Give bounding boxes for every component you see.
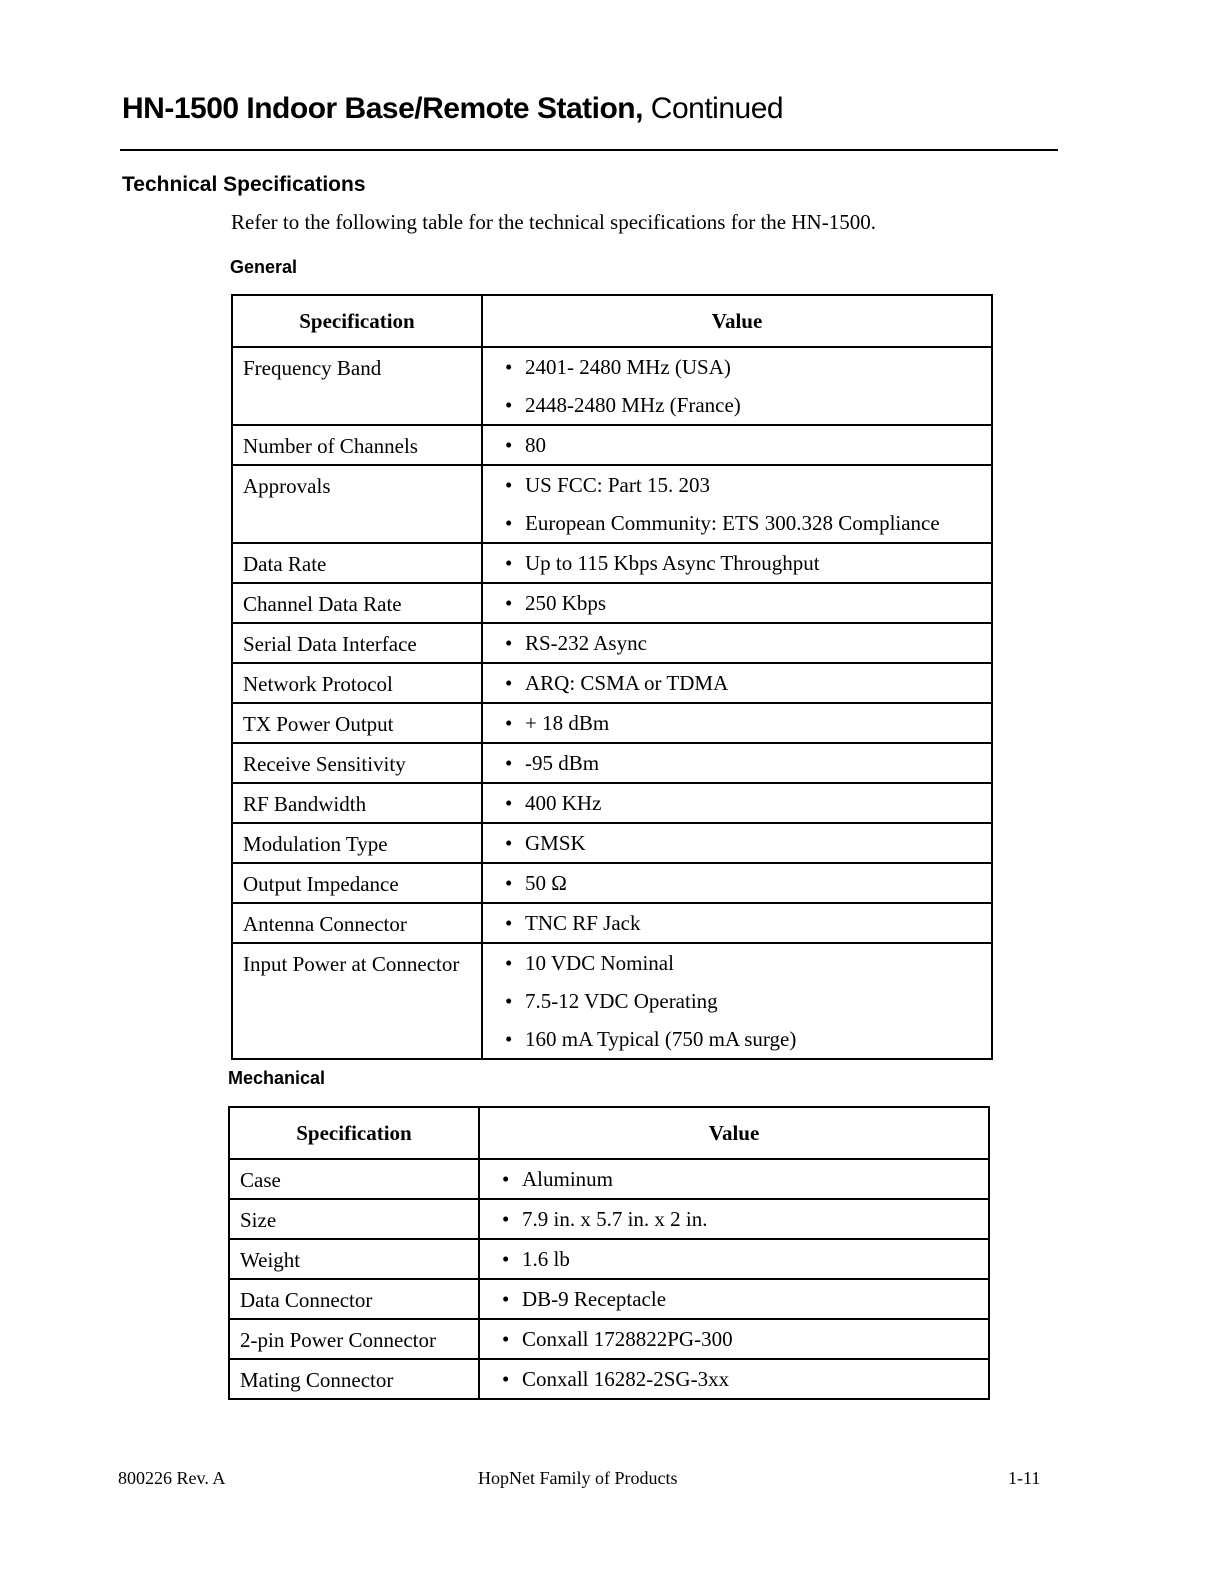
spec-name-cell: Frequency Band [232,347,482,425]
table-row [232,703,992,743]
value-item: • US FCC: Part 15. 203 [505,466,981,504]
spec-name-cell: Data Connector [229,1279,479,1319]
value-list [490,1240,978,1278]
spec-value-cell [482,425,992,465]
spec-name-cell: Input Power at Connector [232,943,482,1059]
table-header-row [232,295,992,347]
value-list [493,704,981,742]
value-item: • + 18 dBm [505,704,981,742]
spec-name-cell: Number of Channels [232,425,482,465]
value-list [493,784,981,822]
table-row [229,1239,989,1279]
spec-name-cell: Output Impedance [232,863,482,903]
spec-value-cell [479,1319,989,1359]
value-item: • GMSK [505,824,981,862]
spec-name-cell: TX Power Output [232,703,482,743]
spec-name-cell: Modulation Type [232,823,482,863]
table-row [229,1159,989,1199]
mechanical-heading: Mechanical [228,1068,326,1088]
general-heading: General [230,257,298,277]
spec-name-cell: RF Bandwidth [232,783,482,823]
value-item: • 10 VDC Nominal [505,944,981,982]
value-list [493,904,981,942]
spec-value-cell [482,663,992,703]
table-row [232,663,992,703]
value-item: • 1.6 lb [502,1240,978,1278]
value-item: • Conxall 1728822PG-300 [502,1320,978,1358]
spec-value-cell [482,783,992,823]
value-list [493,624,981,662]
spec-name-cell: Size [229,1199,479,1239]
table-row [232,623,992,663]
value-list [493,584,981,622]
spec-value-cell [482,583,992,623]
value-list [493,348,981,424]
value-list [493,426,981,464]
value-item: • -95 dBm [505,744,981,782]
spec-value-cell [482,347,992,425]
spec-value-cell [482,623,992,663]
table-row [229,1359,989,1399]
table-row [232,543,992,583]
value-item: • 400 KHz [505,784,981,822]
value-list [490,1360,978,1398]
table-row [232,743,992,783]
table-row [232,783,992,823]
page-title [122,92,783,126]
value-list [493,664,981,702]
footer-doc-number: 800226 Rev. A [118,1468,226,1488]
spec-name-cell: Antenna Connector [232,903,482,943]
page-title-continued: Continued [642,92,784,125]
spec-name-cell: Mating Connector [229,1359,479,1399]
header-rule [120,149,1058,151]
column-header-value: Value [479,1107,989,1159]
column-header-specification: Specification [229,1107,479,1159]
mechanical-spec-table [228,1106,990,1400]
value-item: • ARQ: CSMA or TDMA [505,664,981,702]
value-item: • 7.9 in. x 5.7 in. x 2 in. [502,1200,978,1238]
spec-value-cell [482,743,992,783]
table-row [229,1279,989,1319]
spec-name-cell: Data Rate [232,543,482,583]
spec-value-cell [482,703,992,743]
table-row [232,425,992,465]
spec-value-cell [482,863,992,903]
value-item: • DB-9 Receptacle [502,1280,978,1318]
value-item: • Conxall 16282-2SG-3xx [502,1360,978,1398]
spec-name-cell: Channel Data Rate [232,583,482,623]
footer-product-family: HopNet Family of Products [478,1468,678,1488]
spec-value-cell [479,1239,989,1279]
spec-name-cell: Weight [229,1239,479,1279]
spec-value-cell [479,1199,989,1239]
value-item: • 80 [505,426,981,464]
value-list [493,466,981,542]
spec-value-cell [482,543,992,583]
mechanical-table-body [229,1159,989,1399]
section-heading: Technical Specifications [122,173,366,196]
table-row [229,1199,989,1239]
table-row [232,943,992,1059]
footer-page-number: 1-11 [1008,1468,1041,1488]
table-row [232,823,992,863]
value-list [493,744,981,782]
value-item: • 2401- 2480 MHz (USA) [505,348,981,386]
value-item: • TNC RF Jack [505,904,981,942]
value-item: • 160 mA Typical (750 mA surge) [505,1020,981,1058]
value-list [493,544,981,582]
value-list [490,1280,978,1318]
value-list [493,864,981,902]
column-header-specification: Specification [232,295,482,347]
value-item: • Up to 115 Kbps Async Throughput [505,544,981,582]
column-header-value: Value [482,295,992,347]
table-row [232,863,992,903]
value-item: • 250 Kbps [505,584,981,622]
value-list [490,1320,978,1358]
value-item: • 50 Ω [505,864,981,902]
value-item: • Aluminum [502,1160,978,1198]
table-row [232,465,992,543]
value-item: • RS-232 Async [505,624,981,662]
spec-value-cell [482,903,992,943]
spec-value-cell [479,1159,989,1199]
value-item: • 2448-2480 MHz (France) [505,386,981,424]
general-spec-table [231,294,993,1060]
value-item: • 7.5-12 VDC Operating [505,982,981,1020]
intro-text: Refer to the following table for the technical specifications for the HN-1500. [231,210,876,234]
spec-name-cell: Receive Sensitivity [232,743,482,783]
value-list [490,1200,978,1238]
table-row [232,903,992,943]
table-row [232,347,992,425]
value-list [493,824,981,862]
spec-value-cell [479,1359,989,1399]
page-title-main: HN-1500 Indoor Base/Remote Station, [122,92,643,125]
spec-name-cell: Network Protocol [232,663,482,703]
spec-value-cell [482,823,992,863]
value-item: • European Community: ETS 300.328 Compliance [505,504,981,542]
table-row [232,583,992,623]
table-header-row [229,1107,989,1159]
spec-name-cell: Case [229,1159,479,1199]
table-row [229,1319,989,1359]
spec-name-cell: Serial Data Interface [232,623,482,663]
value-list [493,944,981,1058]
value-list [490,1160,978,1198]
spec-name-cell: Approvals [232,465,482,543]
spec-name-cell: 2-pin Power Connector [229,1319,479,1359]
general-table-body [232,347,992,1059]
spec-value-cell [482,943,992,1059]
spec-value-cell [482,465,992,543]
spec-value-cell [479,1279,989,1319]
